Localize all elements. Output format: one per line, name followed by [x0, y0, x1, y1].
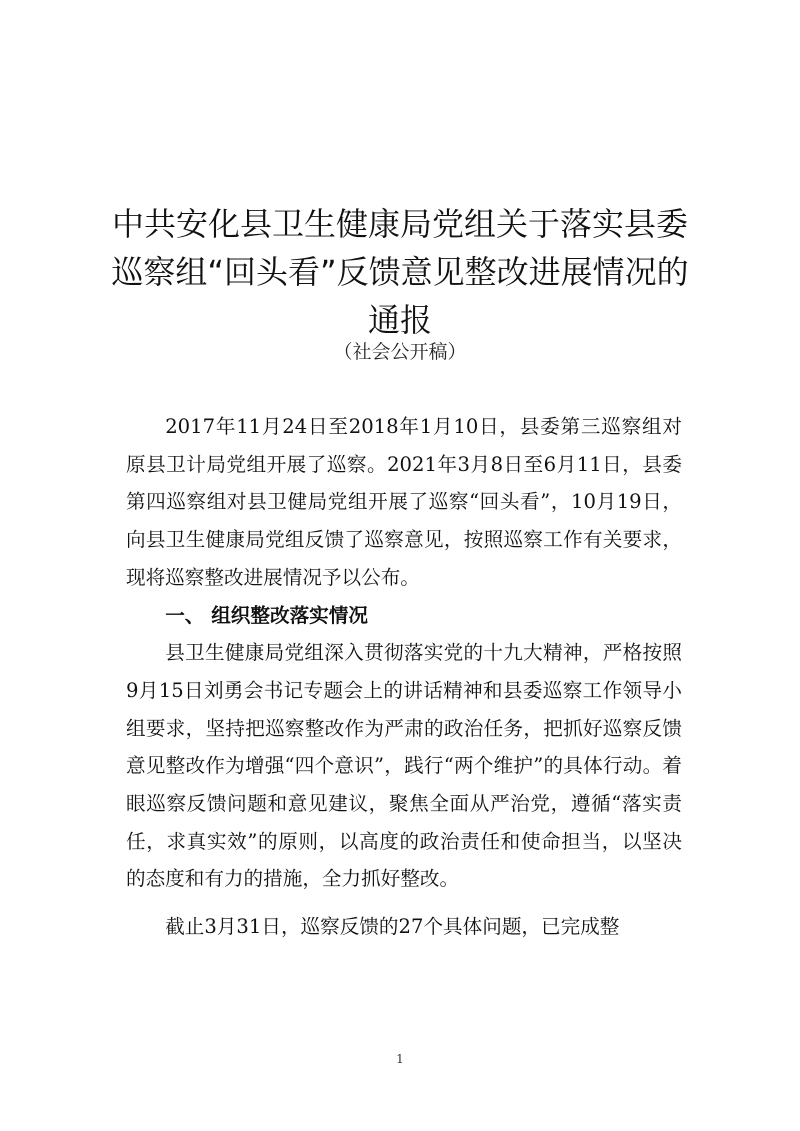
- document-subtitle: （社会公开稿）: [333, 341, 467, 363]
- title-line-3: 通报: [367, 301, 432, 339]
- paragraph-intro: 2017年11月24日至2018年1月10日，县委第三巡察组对原县卫计局党组开展了巡察。2021年3月8日至6月11日，县委第四巡察组对县卫健局党组开展了巡察“回头看”，10月19日，向县卫生健康局党组反馈了巡察意见，按照巡察工作有关要求，现将巡察整改进展情况予以公布。: [126, 415, 682, 589]
- document-title: [100, 200, 700, 344]
- section-heading-1: 一、 组织整改落实情况: [165, 603, 368, 627]
- page-number: 1: [396, 1052, 404, 1066]
- title-line-2: 巡察组“回头看”反馈意见整改进展情况的: [111, 253, 689, 291]
- title-line-1: 中共安化县卫生健康局党组关于落实县委: [111, 205, 688, 243]
- paragraph-progress: 截止3月31日，巡察反馈的27个具体问题，已完成整: [165, 915, 620, 939]
- paragraph-section-1: 县卫生健康局党组深入贯彻落实党的十九大精神，严格按照9月15日刘勇会书记专题会上的讲话精神和县委巡察工作领导小组要求，坚持把巡察整改作为严肃的政治任务，把抓好巡察反馈意见整改作为增强“四个意识”，践行“两个维护”的具体行动。着眼巡察反馈问题和意见建议，聚焦全面从严治党，遵循“落实责任，求真实效”的原则，以高度的政治责任和使命担当，以坚决的态度和有力的措施，全力抓好整改。: [126, 641, 682, 891]
- document-body: [126, 408, 682, 946]
